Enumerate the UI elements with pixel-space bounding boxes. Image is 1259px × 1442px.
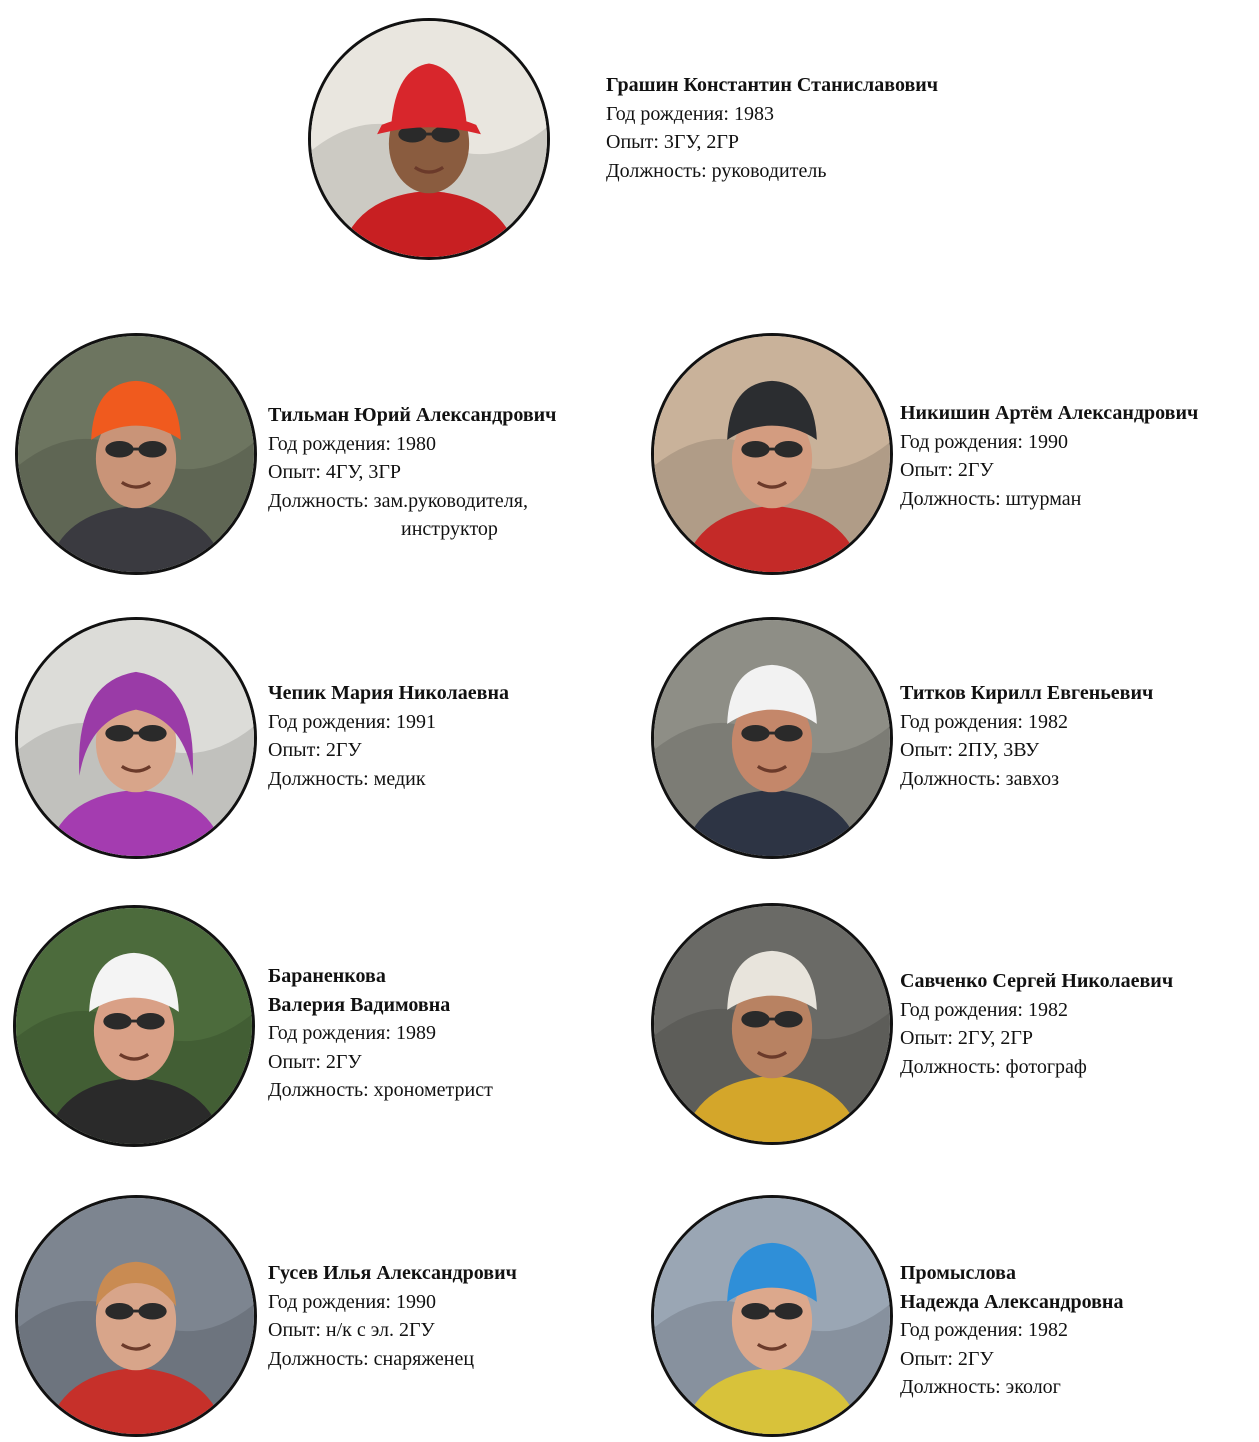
experience: Опыт: 2ГУ bbox=[900, 1347, 994, 1370]
portrait-photo bbox=[15, 1195, 257, 1437]
person-info bbox=[268, 962, 493, 1105]
role: Должность: завхоз bbox=[900, 767, 1060, 790]
person-name: Савченко Сергей Николаевич bbox=[900, 970, 1174, 992]
role: Должность: фотограф bbox=[900, 1055, 1087, 1078]
birth-year: Год рождения: 1982 bbox=[900, 1319, 1068, 1341]
experience: Опыт: 2ГУ bbox=[900, 459, 994, 481]
experience: Опыт: 2ГУ, 2ГР bbox=[900, 1027, 1034, 1049]
person-info bbox=[900, 967, 1173, 1081]
portrait-illustration bbox=[654, 336, 890, 572]
person-name: Бараненкова bbox=[268, 965, 386, 987]
portrait-photo bbox=[651, 333, 893, 575]
person-name: Титков Кирилл Евгеньевич bbox=[900, 682, 1154, 704]
person-name: Гусев Илья Александрович bbox=[268, 1262, 517, 1284]
portrait-photo bbox=[15, 333, 257, 575]
experience: Опыт: 3ГУ, 2ГР bbox=[606, 131, 740, 153]
birth-year: Год рождения: 1980 bbox=[268, 432, 436, 455]
experience: Опыт: н/к с эл. 2ГУ bbox=[268, 1319, 435, 1341]
experience: Опыт: 4ГУ, 3ГР bbox=[268, 461, 402, 483]
person-name: Тильман Юрий Александрович bbox=[268, 404, 557, 426]
birth-year: Год рождения: 1982 bbox=[900, 710, 1068, 733]
person-info bbox=[900, 399, 1198, 513]
portrait-photo bbox=[651, 617, 893, 859]
birth-year: Год рождения: 1991 bbox=[268, 710, 436, 733]
person-info bbox=[900, 679, 1153, 793]
portrait-illustration bbox=[16, 908, 252, 1144]
role: Должность: эколог bbox=[900, 1376, 1061, 1398]
experience: Опыт: 2ПУ, 3ВУ bbox=[900, 739, 1040, 761]
experience: Опыт: 2ГУ bbox=[268, 1050, 362, 1073]
portrait-illustration bbox=[654, 906, 890, 1142]
person-name: Валерия Вадимовна bbox=[268, 993, 451, 1016]
role-continuation: инструктор bbox=[401, 518, 498, 540]
person-info bbox=[268, 1259, 517, 1373]
portrait-illustration bbox=[654, 620, 890, 856]
portrait-photo bbox=[651, 903, 893, 1145]
person-name: Никишин Артём Александрович bbox=[900, 402, 1199, 424]
person-name: Надежда Александровна bbox=[900, 1290, 1124, 1313]
birth-year: Год рождения: 1982 bbox=[900, 998, 1068, 1021]
role: Должность: медик bbox=[268, 767, 426, 790]
portrait-illustration bbox=[654, 1198, 890, 1434]
birth-year: Год рождения: 1983 bbox=[606, 102, 774, 125]
person-info bbox=[606, 71, 938, 185]
role: Должность: снаряженец bbox=[268, 1347, 475, 1370]
experience: Опыт: 2ГУ bbox=[268, 739, 362, 761]
portrait-photo bbox=[13, 905, 255, 1147]
birth-year: Год рождения: 1990 bbox=[268, 1290, 436, 1313]
role: Должность: руководитель bbox=[606, 159, 827, 182]
birth-year: Год рождения: 1990 bbox=[900, 430, 1068, 453]
portrait-illustration bbox=[18, 1198, 254, 1434]
portrait-illustration bbox=[18, 336, 254, 572]
person-info bbox=[268, 679, 509, 793]
portrait-illustration bbox=[18, 620, 254, 856]
person-name: Чепик Мария Николаевна bbox=[268, 682, 509, 704]
person-name: Промыслова bbox=[900, 1262, 1016, 1284]
role: Должность: штурман bbox=[900, 487, 1082, 510]
role: Должность: зам.руководителя, bbox=[268, 489, 528, 512]
person-info bbox=[900, 1259, 1123, 1402]
person-info bbox=[268, 401, 556, 544]
birth-year: Год рождения: 1989 bbox=[268, 1022, 436, 1044]
portrait-photo bbox=[308, 18, 550, 260]
role: Должность: хронометрист bbox=[268, 1079, 493, 1101]
portrait-photo bbox=[15, 617, 257, 859]
portrait-photo bbox=[651, 1195, 893, 1437]
portrait-illustration bbox=[311, 21, 547, 257]
person-name: Грашин Константин Станиславович bbox=[606, 74, 939, 96]
